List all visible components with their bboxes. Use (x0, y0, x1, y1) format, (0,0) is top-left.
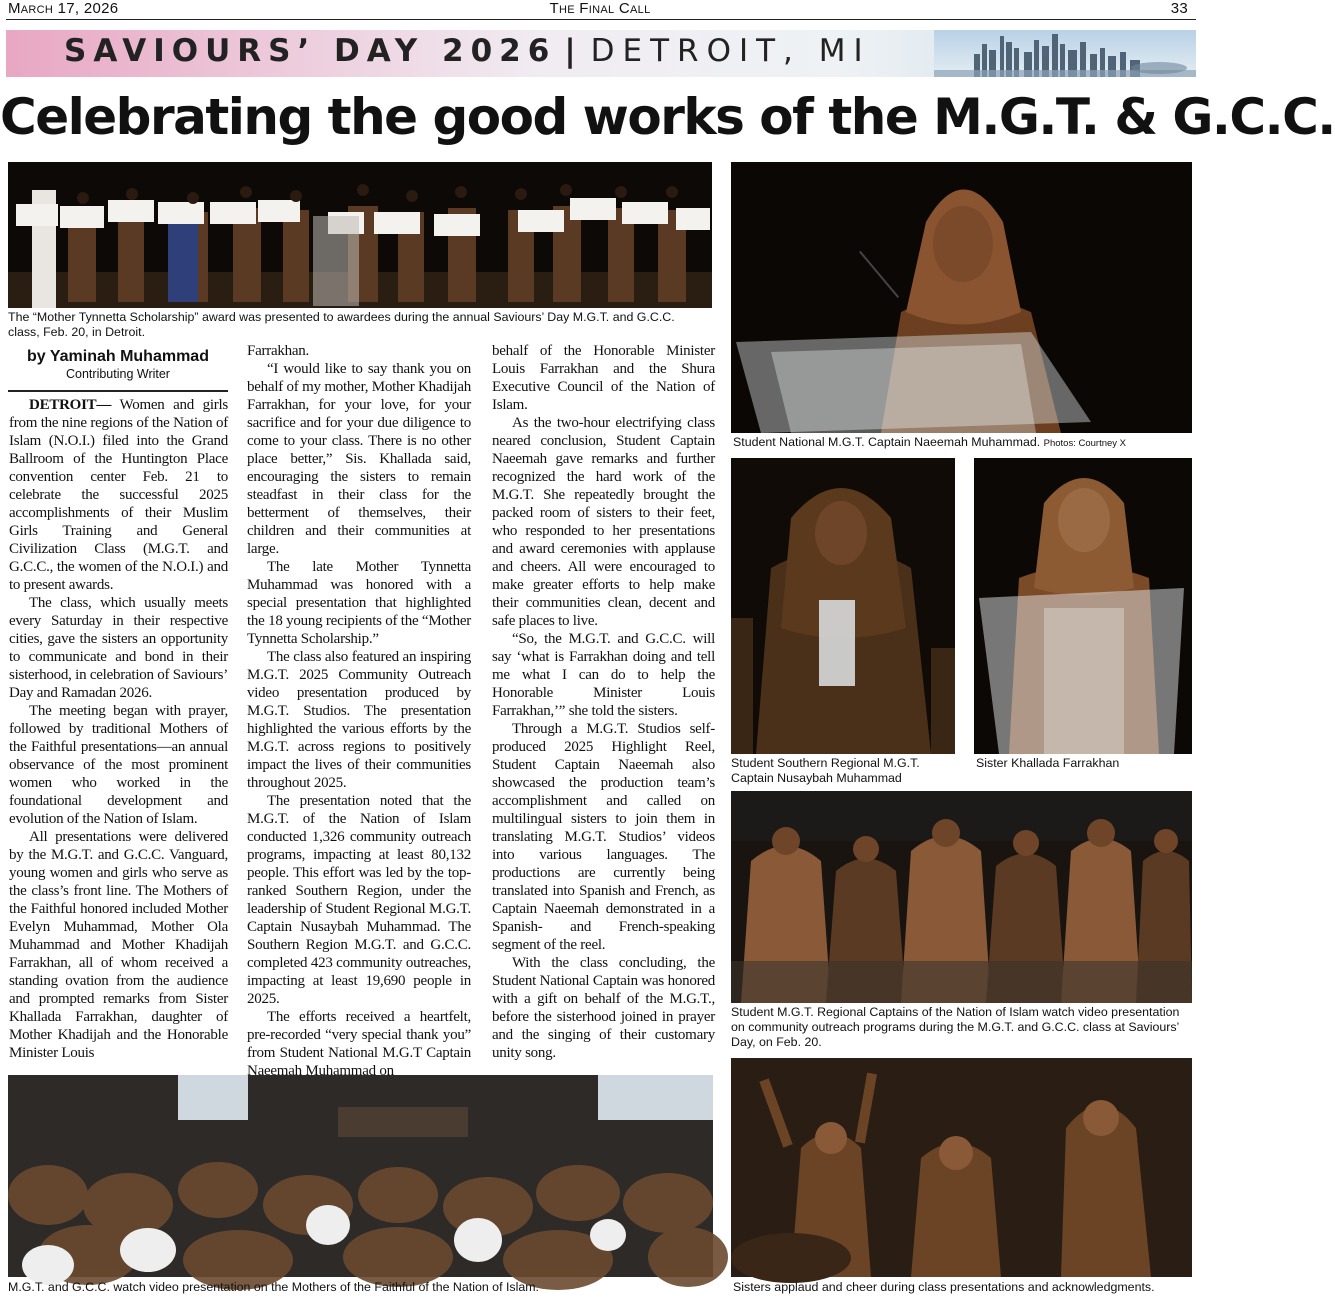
issue-date: March 17, 2026 (8, 0, 119, 17)
regional-captains-caption: Student M.G.T. Regional Captains of the Nation of Islam watch video presentation on community outreach programs during the M.G.T. and G.C.C. class at Saviours’ Day, on Feb. 20. (731, 1005, 1180, 1049)
article-paragraph: As the two-hour electrifying class neared conclusion, Student Captain Naeemah gave remarks and further recognized the hard work of the M.G.T. She repeatedly brought the packed room of sisters to their feet, who responded to her presentations and award ceremonies with applause and cheers. All were encouraged to make greater efforts to help make their communities clean, decent and safe places to live. (492, 415, 715, 629)
article-paragraph: All presentations were delivered by the M.G.T. and G.C.C. Vanguard, young women and girls who serve as the class’s front line. The Mothers of the Faithful honored included Mother Evelyn Muhammad, Mother Ola Muhammad and Mother Khadijah Farrakhan, all of whom received a standing ovation from the audience and prompted remarks from Sister Khallada Farrakhan, daughter of Mother Khadijah and the Honorable Minister Louis (9, 829, 228, 1061)
stage-award-caption: The “Mother Tynnetta Scholarship” award was presented to awardees during the annual Saviours’ Day M.G.T. and G.C.C. class, Feb. 20, in Detroit. (8, 310, 675, 339)
page-folio (0, 0, 1200, 20)
stage-award-photo (8, 162, 712, 308)
article-paragraph: The efforts received a heartfelt, pre-recorded “very special thank you” from Student National M.G.T Captain Naeemah Muhammad on (247, 1009, 471, 1079)
banner-separator: | (564, 33, 583, 69)
captain-caption-text: Student National M.G.T. Captain Naeemah Muhammad. (733, 435, 1041, 449)
author-name: by Yaminah Muhammad (27, 348, 209, 365)
khallada-farrakhan-photo (974, 458, 1192, 754)
banner-event: SAVIOURS’ DAY 2026 (64, 33, 557, 69)
applause-photo (731, 1058, 1192, 1277)
page-number: 33 (1170, 0, 1188, 17)
article-paragraph (9, 396, 228, 594)
article-column-1 (9, 396, 228, 1062)
byline-rule (8, 390, 228, 392)
folio-rule (6, 19, 1196, 20)
article-paragraph: The class, which usually meets every Saturday in their respective cities, gave the sisters an opportunity to communicate and bond in their sisterhood, in celebration of Saviours’ Day and Ramadan 2026. (9, 595, 228, 701)
banner-city: DETROIT, MI (590, 33, 871, 69)
article-paragraph: The presentation noted that the M.G.T. of the Nation of Islam conducted 1,326 community outreach programs, impacting at least 80,132 people. This effort was led by the top-ranked Southern Region, under the leadership of Student Regional M.G.T. Captain Nusaybah Muhammad. The Southern Region M.G.T. and G.C.C. completed 423 community outreaches, impacting at least 19,690 people in 2025. (247, 793, 471, 1007)
article-paragraph: The late Mother Tynnetta Muhammad was honored with a special presentation that highlighted the 18 young recipients of the “Mother Tynnetta Scholarship.” (247, 559, 471, 647)
article-column-3 (492, 342, 715, 1062)
article-paragraph: “So, the M.G.T. and G.C.C. will say ‘what is Farrakhan doing and tell me what I can do to help the Honorable Minister Louis Farrakhan,’” she told the sisters. (492, 631, 715, 719)
banner-title (64, 33, 871, 69)
section-banner (6, 30, 1196, 77)
article-paragraph: “I would like to say thank you on behalf of my mother, Mother Khadijah Farrakhan, for your love, for your sacrifice and for your due diligence to come to your class. There is no other place better,” Sis. Khallada said, encouraging the sisters to remain steadfast in their class for the betterment of themselves, their children and their communities at large. (247, 361, 471, 557)
photo-credit: Photos: Courtney X (1043, 438, 1127, 449)
dateline: DETROIT— (29, 397, 112, 413)
captain-podium-photo (731, 162, 1192, 433)
khallada-farrakhan-caption: Sister Khallada Farrakhan (976, 756, 1120, 770)
byline (8, 348, 228, 381)
article-paragraph: With the class concluding, the Student National Captain was honored with a gift on behalf of the M.G.T., before the sisterhood joined in prayer and the singing of their customary unity song. (492, 955, 715, 1061)
regional-captains-photo (731, 791, 1192, 1003)
captain-podium-caption (733, 435, 1193, 451)
article-headline: Celebrating the good works of the M.G.T. & G.C.C. (0, 88, 1335, 146)
audience-photo (8, 1075, 713, 1277)
applause-caption: Sisters applaud and cheer during class presentations and acknowledgments. (733, 1280, 1155, 1294)
detroit-skyline-image (934, 30, 1196, 77)
southern-captain-caption: Student Southern Regional M.G.T. Captain Nusaybah Muhammad (731, 756, 920, 785)
article-paragraph: The class also featured an inspiring M.G.T. 2025 Community Outreach video presentation produced by M.G.T. Studios. The presentation highlighted the various efforts by the M.G.T. across regions to positively impact the lives of their communities throughout 2025. (247, 649, 471, 791)
article-paragraph: behalf of the Honorable Minister Louis Farrakhan and the Shura Executive Council of the Nation of Islam. (492, 343, 715, 413)
southern-captain-photo (731, 458, 955, 754)
article-paragraph: The meeting began with prayer, followed by traditional Mothers of the Faithful presentations—an annual observance of the most prominent women who worked in the foundational development and evolution of the Nation of Islam. (9, 703, 228, 827)
newspaper-name: The Final Call (549, 0, 651, 17)
article-paragraph: Farrakhan. (247, 343, 310, 359)
author-role: Contributing Writer (66, 367, 170, 381)
audience-caption: M.G.T. and G.C.C. watch video presentation on the Mothers of the Faithful of the Nation of Islam. (8, 1280, 539, 1294)
article-paragraph: Through a M.G.T. Studios self-produced 2025 Highlight Reel, Student Captain Naeemah also showcased the production team’s accomplishment and called on multilingual sisters to join them in translating M.G.T. Studios’ videos into various languages. The productions are currently being translated into Spanish and French, as Captain Naeemah demonstrated in a Spanish- and French-speaking segment of the reel. (492, 721, 715, 953)
paragraph-text: Women and girls from the nine regions of the Nation of Islam (N.O.I.) filed into the Grand Ballroom of the Huntington Place convention center Feb. 21 to celebrate the successful 2025 accomplishments of their Muslim Girls Training and General Civilization Class (M.G.T. and G.C.C., the women of the N.O.I.) and to present awards. (9, 397, 229, 593)
article-column-2 (247, 342, 471, 1080)
